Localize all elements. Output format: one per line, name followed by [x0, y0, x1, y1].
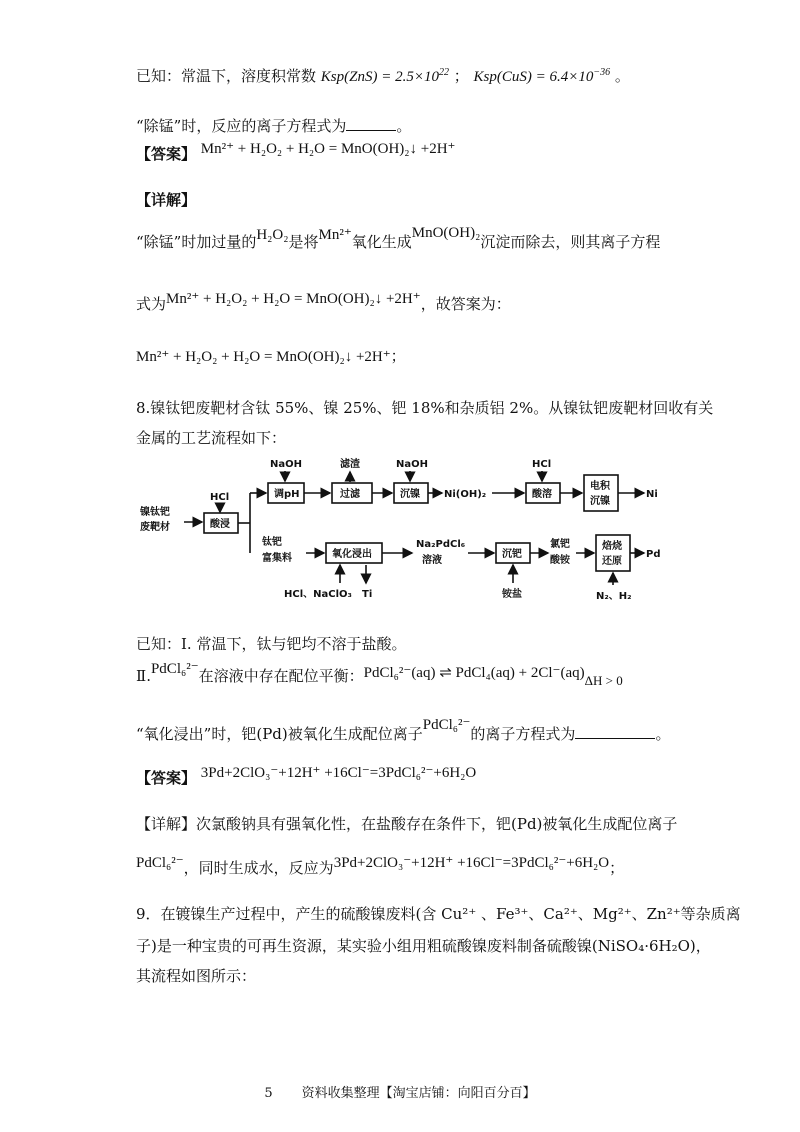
answer-label: 【答案】 [136, 769, 197, 787]
answer-equation: 3Pd+2ClO₃⁻+12H⁺ +16Cl⁻=3PdCl₆²⁻+6H₂O [200, 765, 477, 781]
page-footer [0, 1082, 800, 1101]
detail-equation: Mn²⁺ + H₂O₂ + H₂O = MnO(OH)₂↓ +2H⁺ [166, 291, 421, 307]
q8-known-2 [136, 661, 623, 688]
page-number: 5 [264, 1086, 273, 1101]
naoh-label-2: NaOH [396, 459, 428, 470]
ksp-cus: $Ksp(CuS) = 6.4\times 10^{-36}$ [473, 67, 611, 85]
formula-pdcl6: PdCl₆²⁻ [136, 855, 184, 871]
filter-label: 过滤 [340, 489, 360, 500]
residue-label: 滤渣 [340, 459, 360, 470]
question-text: “氧化浸出”时，钯(Pd)被氧化生成配位离子 [136, 725, 423, 743]
question-end: 。 [655, 725, 671, 743]
ammonium-label-2: 酸铵 [550, 555, 570, 566]
q8-detail-line-2 [136, 855, 625, 879]
calc-label-1: 焙烧 [602, 541, 622, 552]
q7-detail-line-2 [136, 291, 511, 315]
known-text: Ⅱ. [136, 667, 151, 685]
process-flow-diagram [130, 455, 670, 610]
na2pdcl6-label-1: Na₂PdCl₆ [416, 539, 466, 550]
detail-text: “除锰”时加过量的 [136, 233, 257, 251]
ksp-zns: $Ksp(ZnS) = 2.5\times 10^{22}$ [320, 67, 449, 85]
q7-question [136, 116, 411, 136]
na2pdcl6-label-2: 溶液 [422, 555, 442, 566]
detail-text: ，同时生成水，反应为 [183, 859, 334, 877]
raw-material-label-1: 镍钛钯 [140, 507, 170, 518]
formula-mn: Mn²⁺ [318, 227, 352, 243]
q8-detail-line-1: 【详解】次氯酸钠具有强氧化性，在盐酸存在条件下，钯(Pd)被氧化生成配位离子 [136, 815, 678, 833]
calc-label-2: 还原 [602, 556, 622, 567]
precip-ni-label: 沉镍 [400, 489, 420, 500]
ammonium-label-1: 氯钯 [550, 539, 570, 550]
question-text: 的离子方程式为 [470, 725, 576, 743]
answer-equation: Mn²⁺ + H₂O₂ + H₂O = MnO(OH)₂↓ +2H⁺ [200, 141, 456, 157]
known-text: 在溶液中存在配位平衡： [198, 667, 364, 685]
electro-label-2: 沉镍 [590, 496, 610, 507]
ti-label: Ti [362, 589, 373, 600]
raw-material-label-2: 废靶材 [140, 522, 170, 533]
detail-text: 式为 [136, 295, 167, 313]
delta-h: ΔH > 0 [584, 673, 623, 688]
ksp-end: 。 [614, 67, 630, 85]
q7-answer [136, 141, 456, 165]
ni-label: Ni [646, 489, 658, 500]
detail-text: ； [390, 347, 406, 365]
formula-h2o2: H₂O₂ [256, 227, 289, 243]
oxi-leach-label: 氧化浸出 [332, 549, 372, 560]
ti-pd-label-2: 富集料 [262, 553, 292, 564]
q7-detail-line-3 [136, 346, 406, 367]
q7-question-end: 。 [396, 117, 412, 135]
known-ksp-prefix: 已知：常温下，溶度积常数 [136, 67, 317, 85]
footer-note: 资料收集整理【淘宝店铺：向阳百分百】 [301, 1086, 536, 1101]
q8-answer [136, 765, 477, 789]
detail-equation: 3Pd+2ClO₃⁻+12H⁺ +16Cl⁻=3PdCl₆²⁻+6H₂O [333, 855, 610, 871]
formula-pdcl6: PdCl₆²⁻ [422, 717, 471, 733]
equilibrium-equation: PdCl₆²⁻(aq) ⇌ PdCl₄(aq) + 2Cl⁻(aq) [363, 665, 585, 681]
acid-dissolve-label: 酸溶 [532, 489, 552, 500]
formula-mnooh2: MnO(OH)₂ [411, 225, 481, 241]
nioh2-label: Ni(OH)₂ [444, 489, 487, 500]
answer-blank [346, 116, 396, 131]
precip-pd-label: 沉钯 [502, 549, 522, 560]
detail-equation: Mn²⁺ + H₂O₂ + H₂O = MnO(OH)₂↓ +2H⁺ [136, 349, 391, 365]
ammonium-salt-label: 铵盐 [502, 589, 522, 600]
n2h2-label: N₂、H₂ [596, 591, 632, 602]
formula-pdcl6: PdCl₆²⁻ [150, 661, 199, 677]
detail-text: 是将 [288, 233, 319, 251]
detail-text: ，故答案为： [420, 295, 511, 313]
q8-intro-line-2: 金属的工艺流程如下： [136, 429, 287, 447]
naoh-label-1: NaOH [270, 459, 302, 470]
known-ksp-line [136, 66, 630, 87]
detail-text: 氧化生成 [351, 233, 412, 251]
q7-detail-line-1 [136, 225, 661, 253]
leach-label: 酸浸 [210, 519, 230, 530]
detail-text: ； [609, 859, 625, 877]
ksp-separator: ； [453, 67, 469, 85]
detail-text: 沉淀而除去，则其离子方程 [480, 233, 661, 251]
q9-line-2: 子)是一种宝贵的可再生资源，某实验小组用粗硫酸镍废料制备硫酸镍(NiSO₄·6H₂O)， [136, 937, 711, 955]
answer-blank [575, 724, 655, 739]
q7-question-text: “除锰”时，反应的离子方程式为 [136, 117, 347, 135]
q7-detail-label [136, 190, 196, 210]
adjust-ph-label: 调pH [274, 489, 300, 500]
ti-pd-label-1: 钛钯 [262, 537, 282, 548]
q9-line-3: 其流程如图所示： [136, 967, 257, 985]
answer-label: 【答案】 [136, 145, 197, 163]
hcl-naclo3-label: HCl、NaClO₃ [284, 589, 352, 600]
q8-question [136, 717, 671, 745]
q9-line-1: 9．在镀镍生产过程中，产生的硫酸镍废料(含 Cu²⁺ 、Fe³⁺、Ca²⁺、Mg²⁺、Zn²⁺等杂质离 [136, 905, 741, 923]
detail-label: 【详解】 [136, 191, 197, 209]
q8-known-1: 已知：Ⅰ. 常温下，钛与钯均不溶于盐酸。 [136, 635, 407, 653]
electro-label-1: 电积 [590, 481, 610, 492]
pd-label: Pd [646, 549, 661, 560]
q8-intro-line-1: 8.镍钛钯废靶材含钛 55%、镍 25%、钯 18%和杂质铝 2%。从镍钛钯废靶材回收有关 [136, 399, 714, 417]
hcl-input-label: HCl [210, 492, 230, 503]
hcl-label-2: HCl [532, 459, 552, 470]
